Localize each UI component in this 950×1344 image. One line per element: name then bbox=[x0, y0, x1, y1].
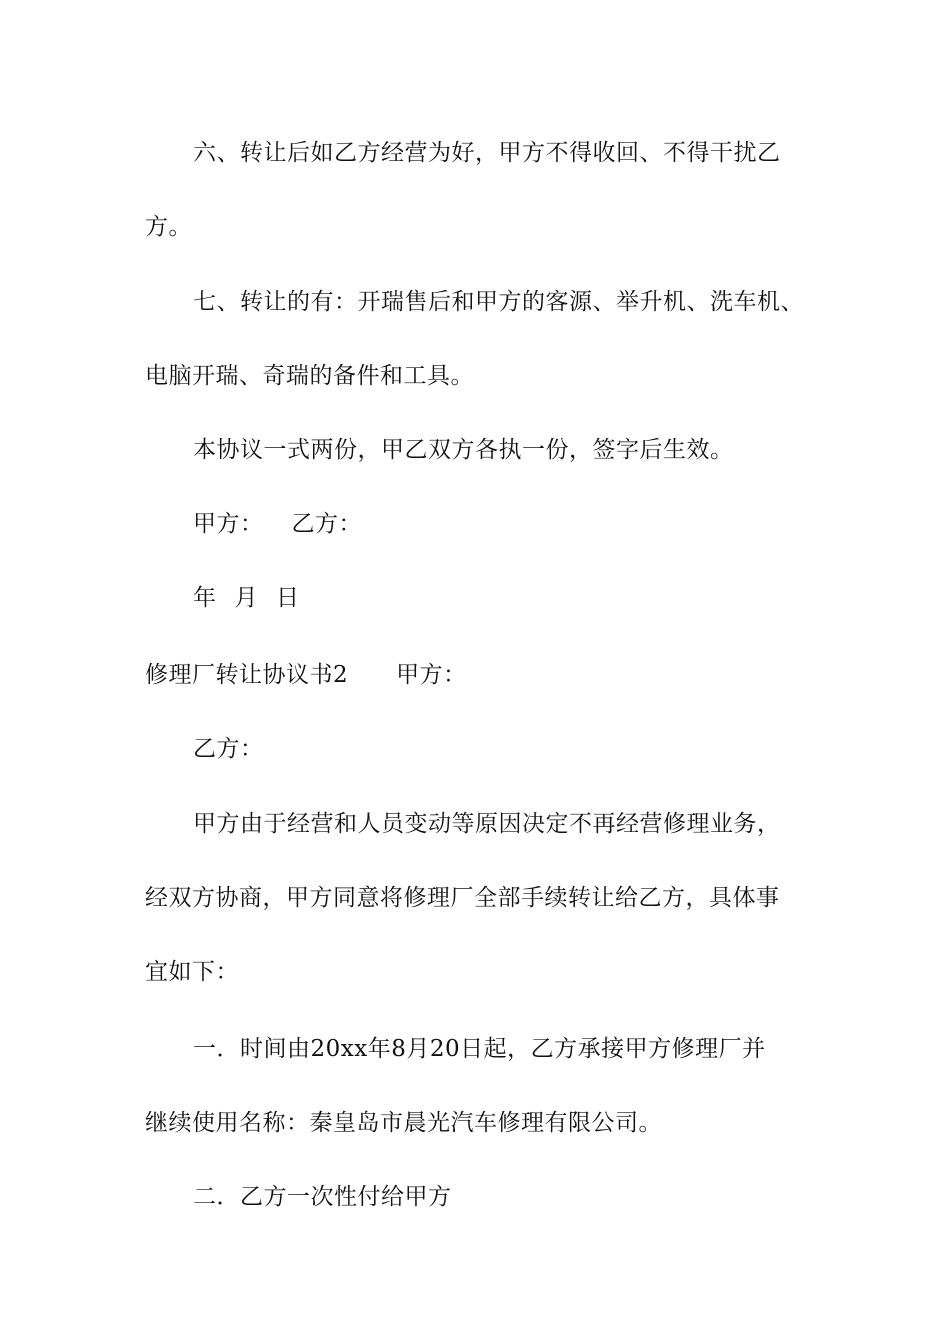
clause-7-line-2: 电脑开瑞、奇瑞的备件和工具。 bbox=[145, 363, 474, 389]
section-title: 修理厂转让协议书2 bbox=[145, 662, 349, 688]
date-year: 年 bbox=[193, 585, 217, 611]
clause-6-line-1: 六、转让后如乙方经营为好，甲方不得收回、不得干扰乙 bbox=[193, 140, 781, 166]
party-a-label: 甲方： bbox=[193, 511, 264, 537]
signature-line bbox=[193, 509, 362, 539]
clause-7-line-1: 七、转让的有：开瑞售后和甲方的客源、举升机、洗车机、 bbox=[193, 289, 804, 315]
intro-line-3: 宜如下： bbox=[145, 959, 239, 985]
date-line bbox=[193, 583, 300, 613]
date-month: 月 bbox=[234, 585, 258, 611]
item-2-line-1: 二．乙方一次性付给甲方 bbox=[193, 1184, 452, 1210]
clause-6-line-2: 方。 bbox=[145, 214, 192, 240]
intro-line-2: 经双方协商，甲方同意将修理厂全部手续转让给乙方，具体事 bbox=[145, 885, 780, 911]
section-2-heading-line bbox=[145, 660, 467, 690]
item-1-line-1: 一．时间由20xx年8月20日起，乙方承接甲方修理厂并 bbox=[193, 1036, 766, 1062]
party-a-label-2: 甲方： bbox=[396, 662, 467, 688]
party-b-label: 乙方： bbox=[291, 511, 362, 537]
party-b-label-2: 乙方： bbox=[193, 736, 264, 762]
copies-statement: 本协议一式两份，甲乙双方各执一份，签字后生效。 bbox=[193, 437, 734, 463]
item-1-line-2: 继续使用名称：秦皇岛市晨光汽车修理有限公司。 bbox=[145, 1110, 662, 1136]
date-day: 日 bbox=[276, 585, 300, 611]
intro-line-1: 甲方由于经营和人员变动等原因决定不再经营修理业务， bbox=[193, 811, 781, 837]
